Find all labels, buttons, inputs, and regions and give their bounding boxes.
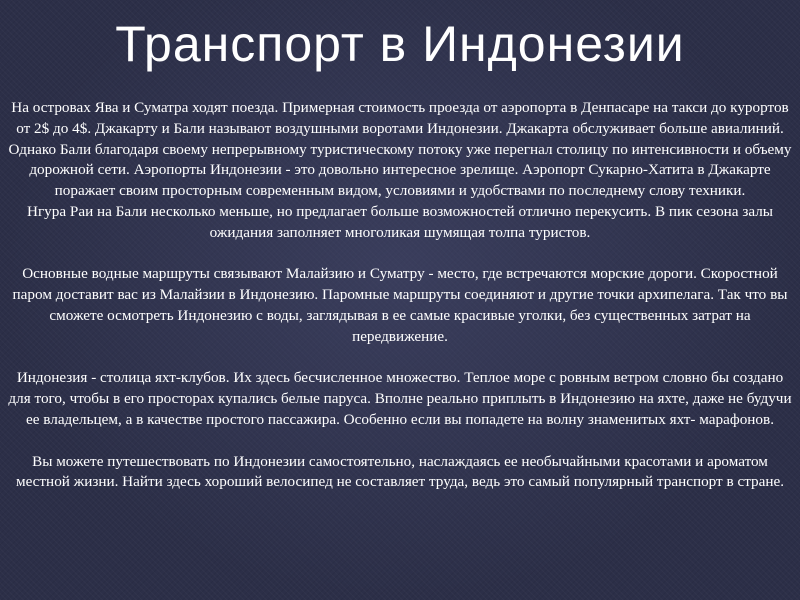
paragraph-railways-airports: На островах Ява и Суматра ходят поезда. Примерная стоимость проезда от аэропорта в Денпасаре на такси до курортов от 2$ до 4$. Джакарту и Бали называют воздушными воротами Индонезии. Джакарта обслуживает больше авиалиний. Однако Бали благодаря своему непрерывному туристическому потоку уже перегнал столицу по интенсивности и объему дорожной сети. Аэропорты Индонезии - это довольно интересное зрелище. Аэропорт Сукарно-Хатита в Джакарте поражает своим просторным современным видом, условиями и удобствами по последнему слову техники. (8, 99, 792, 200)
paragraph-yacht-clubs: Индонезия - столица яхт-клубов. Их здесь бесчисленное множество. Теплое море с ровным ветром словно бы создано для того, чтобы в его просторах купались белые паруса. Вполне реально приплыть в Индонезию на яхте, даже не будучи ее владельцем, а в качестве простого пассажира. Особенно если вы попадете на волну знаменитых яхт- марафонов. (8, 369, 792, 428)
paragraph-spacer (6, 348, 794, 369)
paragraph-spacer (6, 244, 794, 265)
paragraph-water-routes: Основные водные маршруты связывают Малайзию и Суматру - место, где встречаются морские дороги. Скоростной паром доставит вас из Малайзии в Индонезию. Паромные маршруты соединяют и другие точки архипелага. Так что вы сможете осмотреть Индонезию с воды, заглядывая в ее самые красивые уголки, без существенных затрат на передвижение. (12, 265, 788, 345)
paragraph-spacer (6, 431, 794, 452)
slide-body (6, 98, 794, 493)
slide-title: Транспорт в Индонезии (115, 16, 685, 72)
paragraph-bicycles: Вы можете путешествовать по Индонезии самостоятельно, наслаждаясь ее необычайными красотами и ароматом местной жизни. Найти здесь хороший велосипед не составляет труда, ведь это самый популярный транспорт в стране. (15, 452, 785, 491)
paragraph-ngurah-rai: Нгура Раи на Бали несколько меньше, но предлагает больше возможностей отлично перекусить. В пик сезона залы ожидания заполняет многоликая шумящая толпа туристов. (26, 202, 773, 241)
